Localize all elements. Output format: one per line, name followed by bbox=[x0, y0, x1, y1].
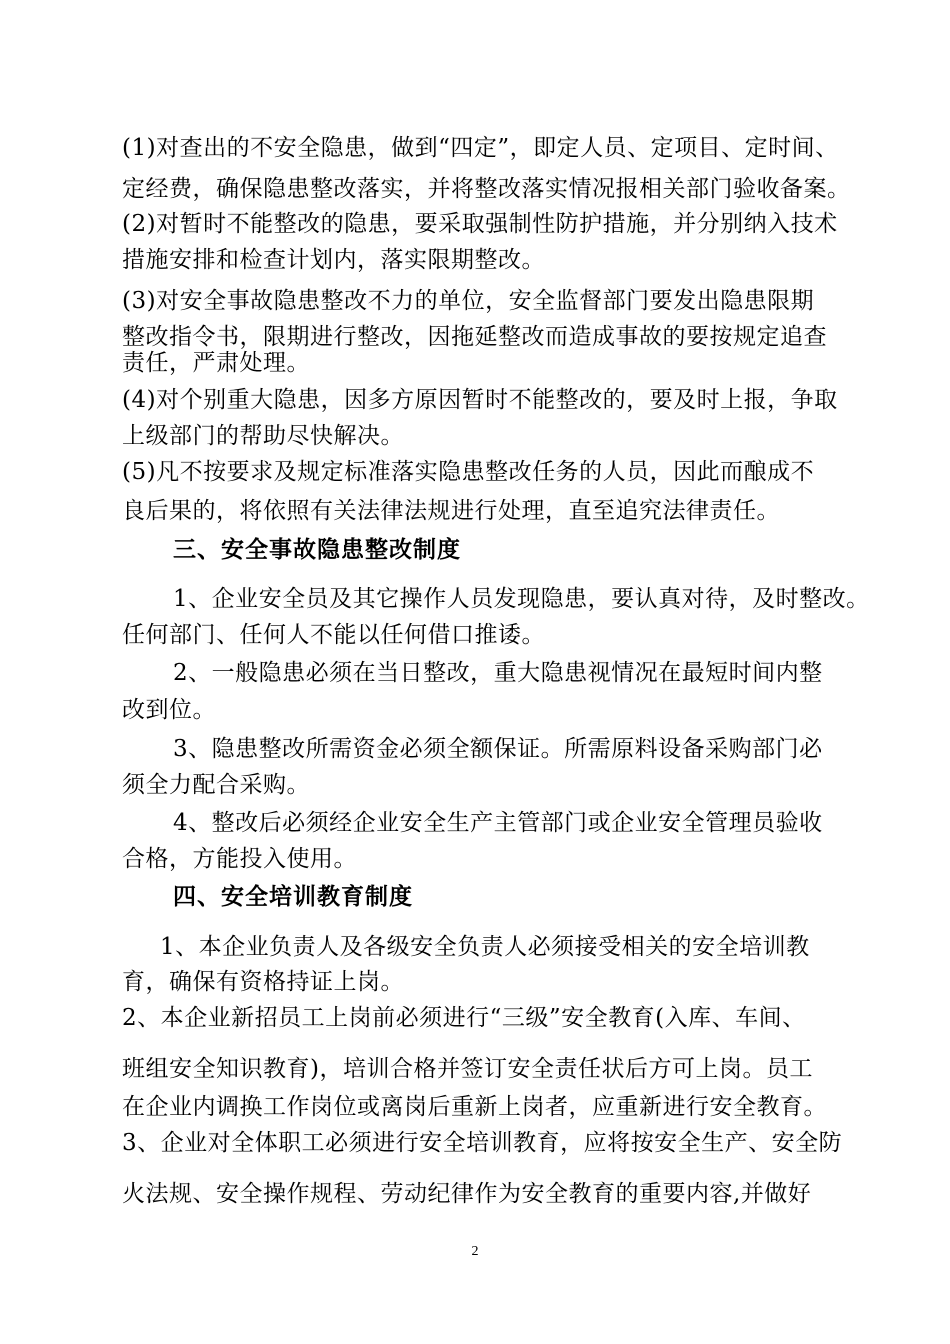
paragraph-line: 育，确保有资格持证上岗。 bbox=[122, 969, 404, 995]
paragraph-line: 火法规、安全操作规程、劳动纪律作为安全教育的重要内容,并做好 bbox=[122, 1181, 812, 1207]
paragraph-line: 合格，方能投入使用。 bbox=[122, 846, 357, 872]
paragraph-line: 任何部门、任何人不能以任何借口推诿。 bbox=[122, 622, 545, 648]
paragraph-line: 班组安全知识教育)，培训合格并签订安全责任状后方可上岗。员工 bbox=[122, 1056, 813, 1082]
paragraph-line: (3)对安全事故隐患整改不力的单位，安全监督部门要发出隐患限期 bbox=[122, 288, 815, 314]
paragraph-line: (4)对个别重大隐患，因多方原因暂时不能整改的，要及时上报，争取 bbox=[122, 387, 838, 413]
paragraph-line: 责任，严肃处理。 bbox=[122, 350, 310, 376]
paragraph-line: 定经费，确保隐患整改落实，并将整改落实情况报相关部门验收备案。 bbox=[122, 176, 851, 202]
paragraph-line: 2、一般隐患必须在当日整改，重大隐患视情况在最短时间内整 bbox=[173, 660, 823, 686]
paragraph-line: 2、本企业新招员工上岗前必须进行“三级”安全教育(入库、车间、 bbox=[122, 1005, 806, 1031]
paragraph-line: (5)凡不按要求及规定标准落实隐患整改任务的人员，因此而酿成不 bbox=[122, 459, 815, 485]
paragraph-line: (2)对暂时不能整改的隐患，要采取强制性防护措施，并分别纳入技术 bbox=[122, 211, 838, 237]
paragraph-line: 上级部门的帮助尽快解决。 bbox=[122, 423, 404, 449]
section-heading-3: 三、安全事故隐患整改制度 bbox=[173, 537, 461, 563]
paragraph-line: 改到位。 bbox=[122, 697, 216, 723]
paragraph-line: 3、隐患整改所需资金必须全额保证。所需原料设备采购部门必 bbox=[173, 736, 823, 762]
paragraph-line: 整改指令书，限期进行整改，因拖延整改而造成事故的要按规定追查 bbox=[122, 324, 827, 350]
paragraph-line: 措施安排和检查计划内，落实限期整改。 bbox=[122, 247, 545, 273]
page-number: 2 bbox=[471, 1244, 479, 1259]
paragraph-line: (1)对查出的不安全隐患，做到“四定”，即定人员、定项目、定时间、 bbox=[122, 135, 839, 161]
paragraph-line: 须全力配合采购。 bbox=[122, 772, 310, 798]
paragraph-line: 4、整改后必须经企业安全生产主管部门或企业安全管理员验收 bbox=[173, 810, 823, 836]
paragraph-line: 3、企业对全体职工必须进行安全培训教育，应将按安全生产、安全防 bbox=[122, 1130, 843, 1156]
paragraph-line: 在企业内调换工作岗位或离岗后重新上岗者，应重新进行安全教育。 bbox=[122, 1094, 827, 1120]
section-heading-4: 四、安全培训教育制度 bbox=[173, 884, 413, 910]
paragraph-line: 1、企业安全员及其它操作人员发现隐患，要认真对待，及时整改。 bbox=[173, 586, 870, 612]
paragraph-line: 1、本企业负责人及各级安全负责人必须接受相关的安全培训教 bbox=[160, 934, 810, 960]
paragraph-line: 良后果的，将依照有关法律法规进行处理，直至追究法律责任。 bbox=[122, 498, 780, 524]
